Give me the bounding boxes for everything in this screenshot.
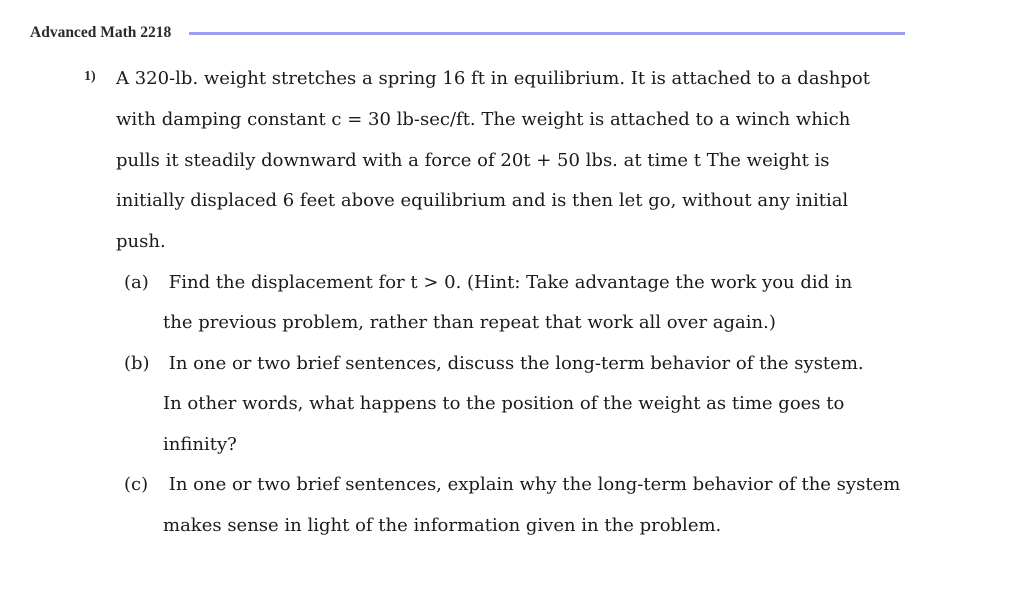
statement-line: A 320-lb. weight stretches a spring 16 ft in equilibrium. It is attached to a dashpot xyxy=(116,68,870,89)
part-line: the previous problem, rather than repeat that work all over again.) xyxy=(163,312,776,333)
part-label: (b) xyxy=(124,353,150,374)
statement-line: push. xyxy=(116,231,166,252)
part-line: In one or two brief sentences, explain why the long-term behavior of the system xyxy=(168,474,901,495)
part-label: (a) xyxy=(124,272,149,293)
part-line: Find the displacement for t > 0. (Hint: Take advantage the work you did in xyxy=(168,272,853,293)
problem-number: 1) xyxy=(84,69,96,84)
statement-line: initially displaced 6 feet above equilibrium and is then let go, without any initial xyxy=(116,190,849,211)
statement-line: pulls it steadily downward with a force of 20t + 50 lbs. at time t The weight is xyxy=(116,150,830,171)
course-title: Advanced Math 2218 xyxy=(30,24,172,41)
part-line: In other words, what happens to the position of the weight as time goes to xyxy=(163,393,845,414)
header-rule xyxy=(189,32,905,35)
part-line: makes sense in light of the information given in the problem. xyxy=(163,515,722,536)
document-header xyxy=(30,22,930,44)
part-label: (c) xyxy=(124,474,149,495)
part-line: In one or two brief sentences, discuss the long-term behavior of the system. xyxy=(168,353,864,374)
part-line: infinity? xyxy=(163,434,237,455)
statement-line: with damping constant c = 30 lb-sec/ft. The weight is attached to a winch which xyxy=(116,109,851,130)
